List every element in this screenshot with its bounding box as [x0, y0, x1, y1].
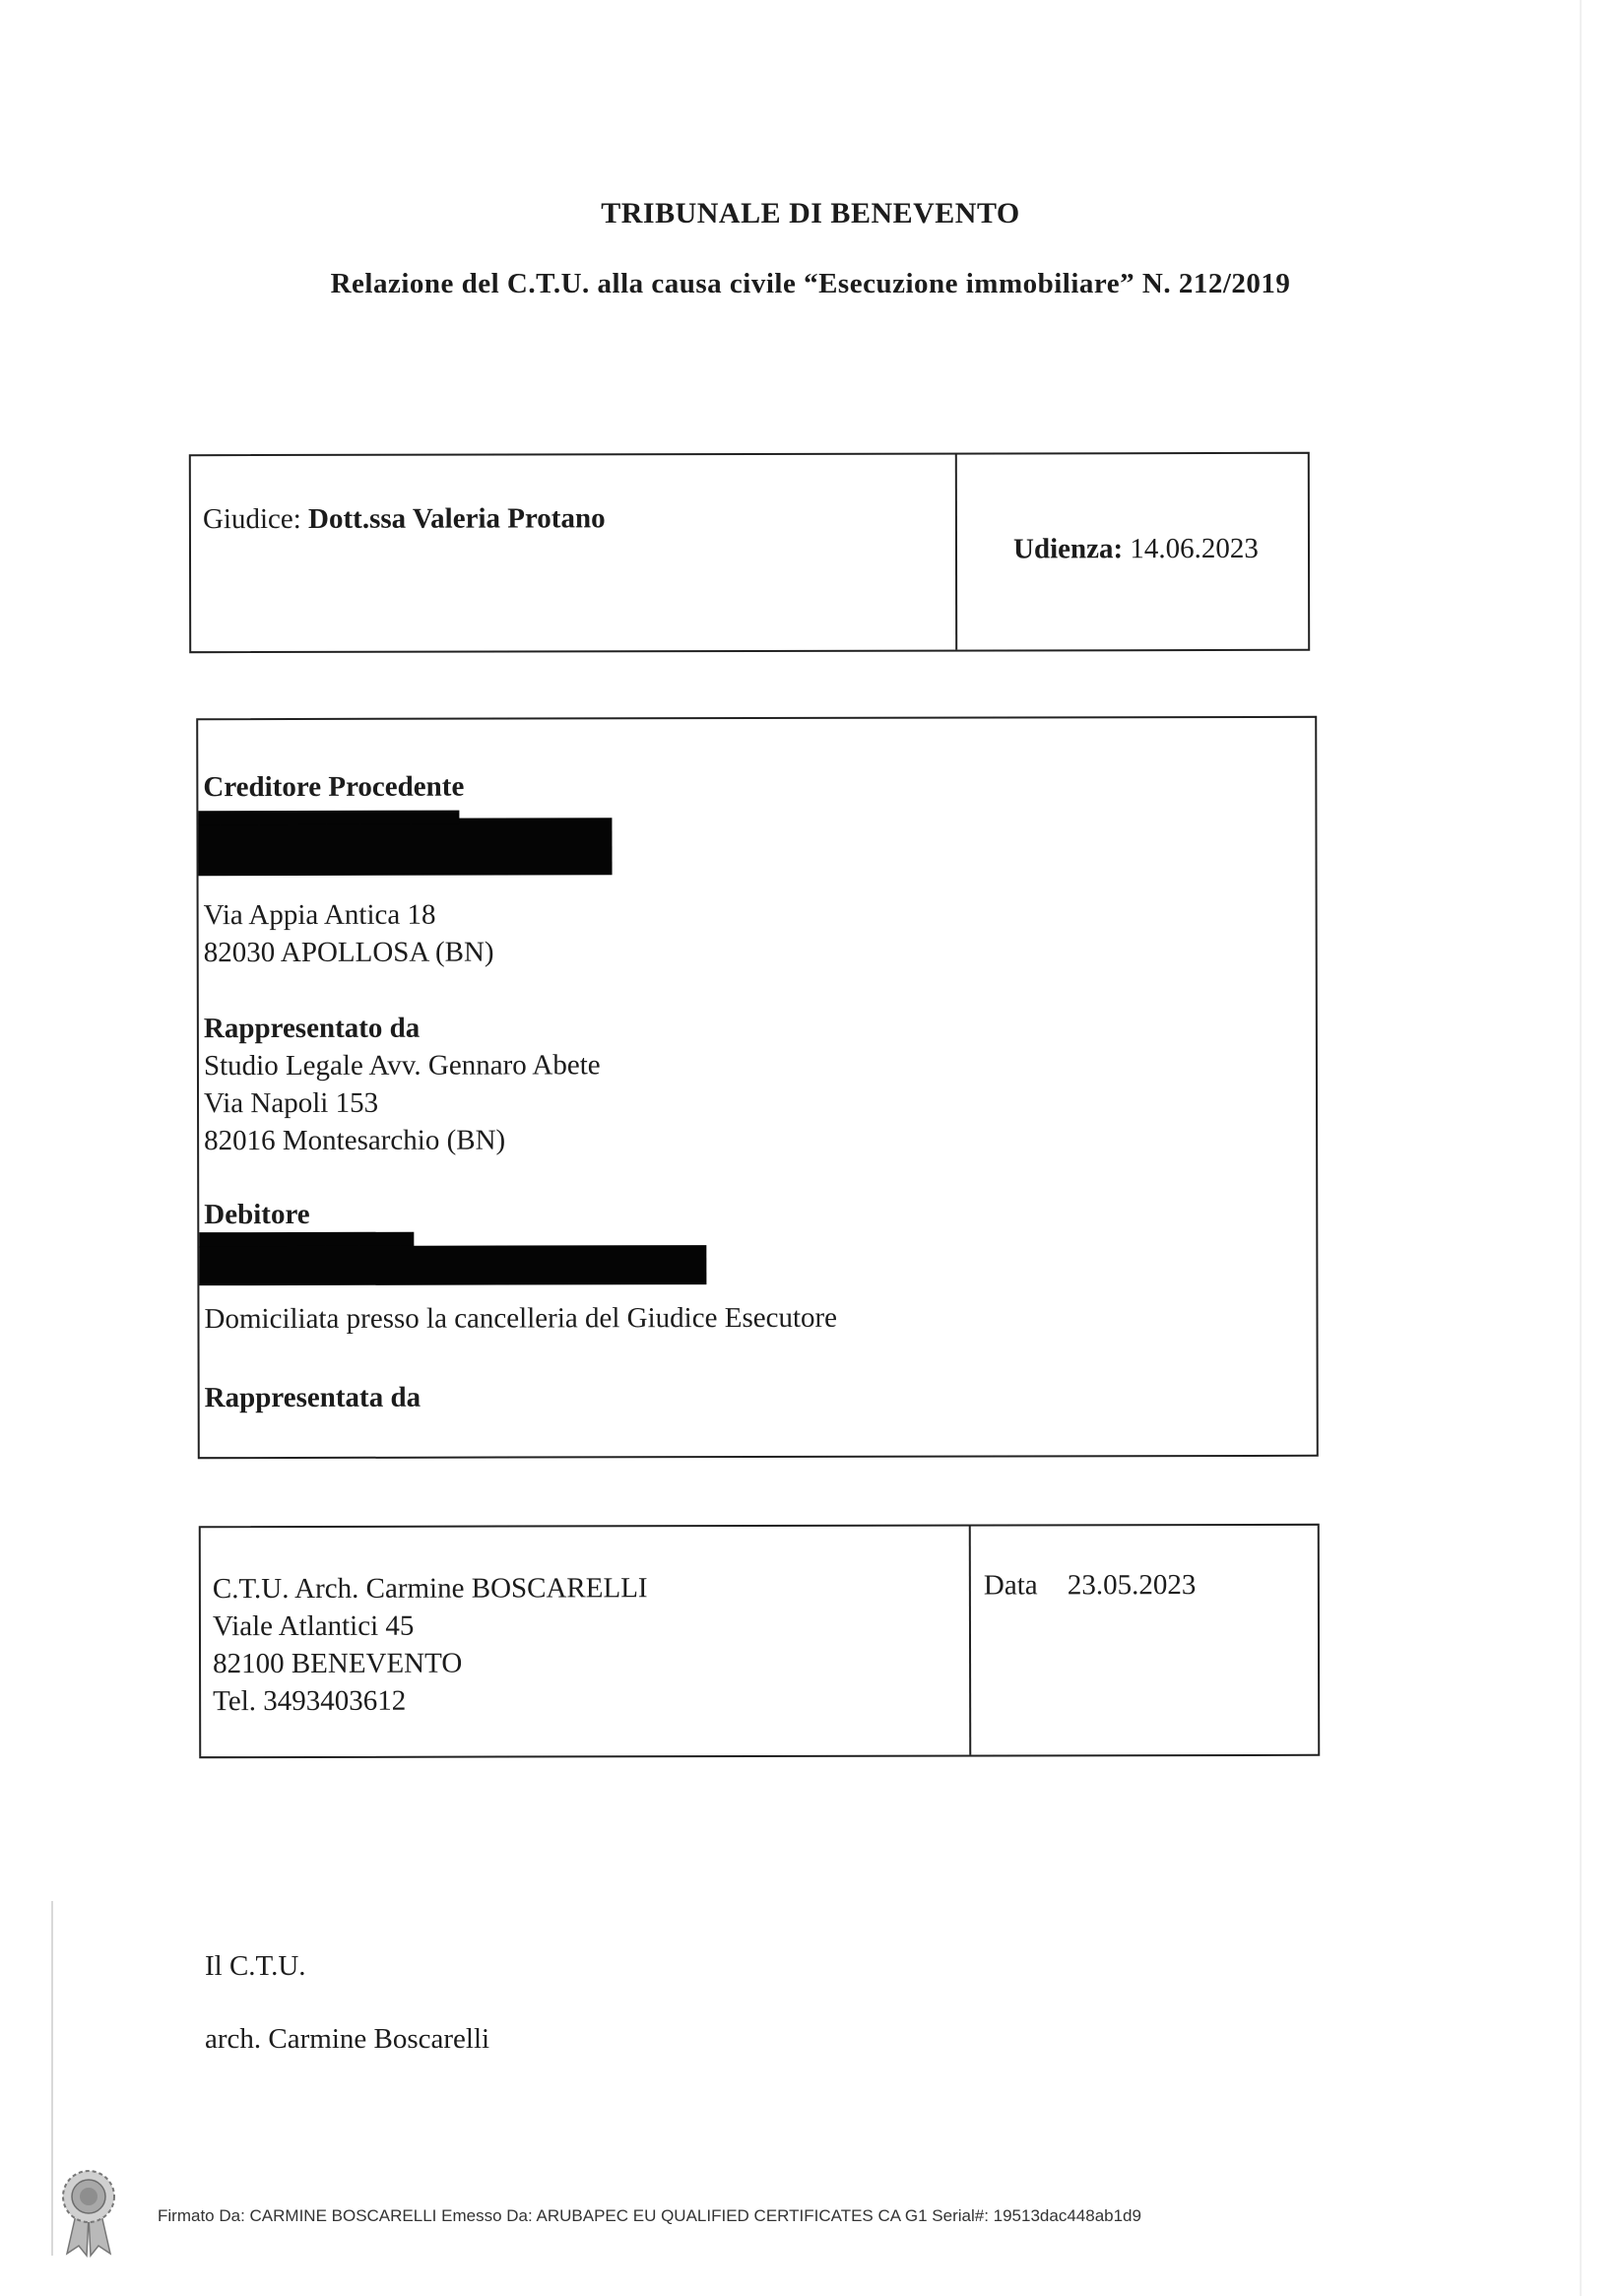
signature-title: Il C.T.U.	[205, 1950, 306, 1982]
ctu-line2: Viale Atlantici 45	[212, 1609, 415, 1643]
lawyer-line2: Via Napoli 153	[203, 1086, 379, 1120]
scan-edge-right	[1580, 0, 1582, 2296]
ctu-box	[199, 1524, 1320, 1758]
debtor-represented-heading: Rappresentata da	[204, 1381, 421, 1414]
ctu-line1: C.T.U. Arch. Carmine BOSCARELLI	[212, 1572, 648, 1606]
signature-name: arch. Carmine Boscarelli	[205, 2023, 490, 2055]
date-label: Data	[983, 1569, 1038, 1602]
judge-name: Dott.ssa Valeria Protano	[308, 502, 606, 535]
report-title: Relazione del C.T.U. alla causa civile “Esecuzione immobiliare” N. 212/2019	[330, 268, 1291, 299]
lawyer-line1: Studio Legale Avv. Gennaro Abete	[203, 1049, 601, 1082]
creditor-heading: Creditore Procedente	[203, 770, 465, 804]
debtor-heading: Debitore	[204, 1198, 310, 1231]
ctu-line3: 82100 BENEVENTO	[213, 1647, 463, 1680]
represented-heading: Rappresentato da	[203, 1012, 421, 1045]
hearing-label: Udienza:	[1012, 533, 1124, 565]
digital-signature-footer: Firmato Da: CARMINE BOSCARELLI Emesso Da: ARUBAPEC EU QUALIFIED CERTIFICATES CA G1 Serial#: 19513dac448ab1d9	[158, 2206, 1141, 2225]
certificate-rosette-icon	[59, 2167, 118, 2258]
hearing-line	[1013, 533, 1259, 566]
hearing-date: 14.06.2023	[1130, 532, 1259, 565]
ctu-line4: Tel. 3493403612	[213, 1684, 407, 1718]
debtor-domicile: Domiciliata presso la cancelleria del Giudice Esecutore	[204, 1301, 838, 1336]
judge-box-divider	[955, 455, 957, 650]
lawyer-line3: 82016 Montesarchio (BN)	[204, 1124, 506, 1157]
creditor-address-line1: Via Appia Antica 18	[203, 898, 436, 932]
date-value: 23.05.2023	[1067, 1569, 1197, 1602]
creditor-address-line2: 82030 APOLLOSA (BN)	[203, 936, 494, 969]
debtor-name-redaction	[199, 1245, 706, 1285]
court-title: TRIBUNALE DI BENEVENTO	[601, 197, 1020, 230]
creditor-name-redaction	[198, 818, 612, 876]
judge-line	[203, 502, 606, 536]
scan-edge-left	[51, 1901, 53, 2256]
judge-label: Giudice:	[202, 502, 301, 536]
creditor-name-redaction-top	[198, 811, 459, 825]
parties-box	[196, 716, 1319, 1459]
judge-hearing-box	[189, 452, 1310, 653]
ctu-box-divider	[969, 1527, 971, 1755]
